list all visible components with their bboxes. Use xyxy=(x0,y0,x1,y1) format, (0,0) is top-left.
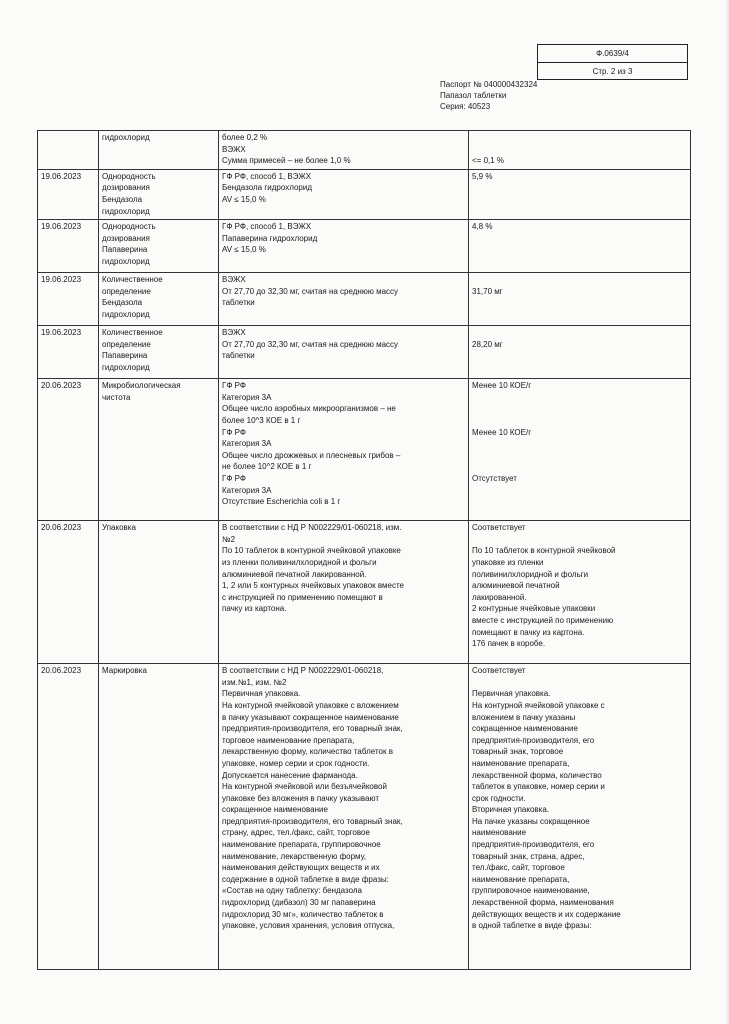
result-cell: Менее 10 КОЕ/г Менее 10 КОЕ/г Отсутствует xyxy=(469,379,691,521)
requirement-cell: ГФ РФ, способ 1, ВЭЖХ Папаверина гидрохлорид AV ≤ 15,0 % xyxy=(219,220,469,273)
table-row xyxy=(38,326,691,379)
result-cell: 31,70 мг xyxy=(469,273,691,326)
indicator-cell: гидрохлорид xyxy=(99,131,219,170)
date-cell: 19.06.2023 xyxy=(38,326,99,379)
scan-edge xyxy=(725,0,729,1024)
passport-number: Паспорт № 040000432324 xyxy=(440,80,538,89)
table-row xyxy=(38,521,691,664)
table-row xyxy=(38,169,691,219)
date-cell: 20.06.2023 xyxy=(38,664,99,970)
result-cell: Соответствует Первичная упаковка. На контурной ячейковой упаковке с вложением в пачку указаны сокращенное наименование предприятия-производителя, его товарный знак, торговое наименование препарата, лекарственной форма, количество таблеток в упаковке, номер серии и срок годности. Вторичная упаковка. На пачке указаны сокращенное наименование предприятия-производителя, его товарный знак, страна, адрес, тел./факс, сайт, торговое наименование препарата, группировочное наименование, лекарственной форма, наименования действующих веществ и их содержание в одной таблетке в виде фразы: xyxy=(469,664,691,970)
date-cell: 20.06.2023 xyxy=(38,379,99,521)
result-cell: 28,20 мг xyxy=(469,326,691,379)
requirement-cell: ГФ РФ Категория 3А Общее число аэробных микроорганизмов – не более 10^3 КОЕ в 1 г ГФ РФ Категория 3А Общее число дрожжевых и плесневых грибов – не более 10^2 КОЕ в 1 г ГФ РФ Категория 3А Отсутствие Escherichia coli в 1 г xyxy=(219,379,469,521)
indicator-cell: Однородность дозирования Папаверина гидрохлорид xyxy=(99,220,219,273)
result-cell: Соответствует По 10 таблеток в контурной ячейковой упаковке из пленки поливинилхлоридной и фольги алюминиевой печатной лакированной. 2 контурные ячейковые упаковки вместе с инструкцией по применению помещают в пачку из картона. 176 пачек в коробе. xyxy=(469,521,691,664)
form-code-box xyxy=(537,44,688,80)
product-name: Папазол таблетки xyxy=(440,91,507,100)
result-cell: 5,9 % xyxy=(469,169,691,219)
table-row xyxy=(38,664,691,970)
table-row xyxy=(38,379,691,521)
date-cell xyxy=(38,131,99,170)
requirement-cell: ВЭЖХ От 27,70 до 32,30 мг, считая на среднюю массу таблетки xyxy=(219,326,469,379)
series-number: Серия: 40523 xyxy=(440,102,491,111)
result-cell: <= 0,1 % xyxy=(469,131,691,170)
date-cell: 19.06.2023 xyxy=(38,169,99,219)
requirement-cell: ВЭЖХ От 27,70 до 32,30 мг, считая на среднюю массу таблетки xyxy=(219,273,469,326)
indicator-cell: Микробиологическая чистота xyxy=(99,379,219,521)
test-results-table xyxy=(37,130,691,970)
table-row xyxy=(38,273,691,326)
requirement-cell: более 0,2 % ВЭЖХ Сумма примесей – не более 1,0 % xyxy=(219,131,469,170)
indicator-cell: Однородность дозирования Бендазола гидрохлорид xyxy=(99,169,219,219)
indicator-cell: Упаковка xyxy=(99,521,219,664)
requirement-cell: В соответствии с НД Р N002229/01-060218, изм.№1, изм. №2 Первичная упаковка. На контурной ячейковой упаковке с вложением в пачку указывают сокращенное наименование предприятия-производителя, его товарный знак, торговое наименование препарата, лекарственную форму, количество таблеток в упаковке, номер серии и срок годности. Допускается нанесение фарманода. На контурной ячейковой или безъячейковой упаковке без вложения в пачку указывают сокращенное наименование предприятия-производителя, его товарный знак, страну, адрес, тел./факс, сайт, торговое наименование препарата, группировочное наименование, лекарственную форму, наименования действующих веществ и их содержание в одной таблетке в виде фразы: «Состав на одну таблетку: бендазола гидрохлорид (дибазол) 30 мг папаверина гидрохлорид 30 мг», количество таблеток в упаковке, условия хранения, условия отпуска, xyxy=(219,664,469,970)
page-number: Стр. 2 из 3 xyxy=(538,62,687,80)
requirement-cell: В соответствии с НД Р N002229/01-060218, изм. №2 По 10 таблеток в контурной ячейковой упаковке из пленки поливинилхлоридной и фольги алюминиевой печатной лакированной. 1, 2 или 5 контурных ячейковых упаковок вместе с инструкцией по применению помещают в пачку из картона. xyxy=(219,521,469,664)
result-cell: 4,8 % xyxy=(469,220,691,273)
indicator-cell: Количественное определение Бендазола гидрохлорид xyxy=(99,273,219,326)
table-row xyxy=(38,220,691,273)
date-cell: 20.06.2023 xyxy=(38,521,99,664)
indicator-cell: Количественное определение Папаверина гидрохлорид xyxy=(99,326,219,379)
indicator-cell: Маркировка xyxy=(99,664,219,970)
date-cell: 19.06.2023 xyxy=(38,220,99,273)
requirement-cell: ГФ РФ, способ 1, ВЭЖХ Бендазола гидрохлорид AV ≤ 15,0 % xyxy=(219,169,469,219)
date-cell: 19.06.2023 xyxy=(38,273,99,326)
form-code: Ф.0639/4 xyxy=(596,49,629,58)
table-row xyxy=(38,131,691,170)
passport-info xyxy=(440,79,537,112)
